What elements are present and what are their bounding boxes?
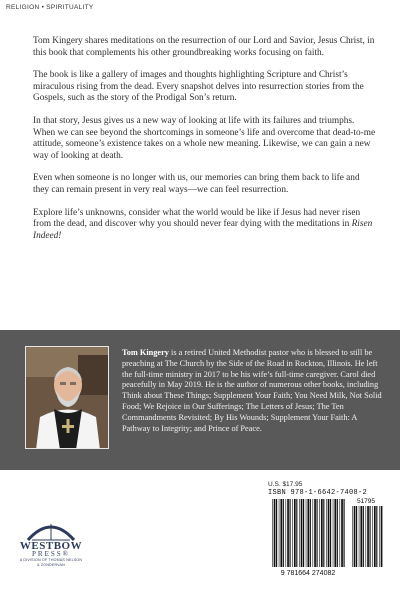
- barcode-bar: [296, 499, 297, 567]
- barcode-bar: [286, 499, 287, 567]
- barcode-bar: [374, 506, 376, 567]
- barcode-bar: [310, 499, 311, 567]
- barcode-bar: [294, 499, 296, 567]
- barcode-bar: [337, 499, 338, 567]
- barcode-bar: [341, 499, 343, 567]
- barcode-bar: [314, 499, 316, 567]
- barcode-bar: [307, 499, 309, 567]
- barcode-bar: [301, 499, 303, 567]
- description-paragraph: Tom Kingery shares meditations on the resurrection of our Lord and Savior, Jesus Christ, in this book that complements his other groundbreaking works focusing on faith.: [33, 36, 375, 58]
- barcode-bar: [366, 506, 367, 567]
- barcode-bar: [283, 499, 284, 567]
- book-title: Risen Indeed!: [33, 219, 373, 241]
- description-paragraph: Even when someone is no longer with us, our memories can bring them back to life and they can remain present in very real ways—we can feel resurrection.: [33, 173, 360, 195]
- barcode-bar: [319, 499, 320, 567]
- barcode-bar: [272, 499, 273, 567]
- description-paragraph: In that story, Jesus gives us a new way of looking at life with its failures and triumphs. When we can see beyond the shortcomings in someone’s life and overcome that dead-to-me attitude, someone’s existence takes on a whole new meaning. Likewise, we can gain a new way of looking at death.: [33, 115, 376, 161]
- barcode-bar: [359, 506, 360, 567]
- barcode-bar: [279, 499, 280, 567]
- barcode-bar: [317, 499, 318, 567]
- price-label: U.S. $17.95: [268, 481, 303, 488]
- barcode-bar: [292, 499, 293, 567]
- barcode-bar: [287, 499, 289, 567]
- barcode: [266, 497, 388, 577]
- category-label: RELIGION • SPIRITUALITY: [6, 4, 94, 11]
- barcode-bar: [381, 506, 383, 567]
- description-text: Explore life’s unknowns, consider what the world would be like if Jesus had never risen from the dead, and discover why you should never fear dying with the meditations in: [33, 207, 361, 230]
- barcode-bar: [334, 499, 336, 567]
- author-bio-band: [0, 330, 400, 470]
- barcode-bar: [363, 506, 364, 567]
- barcode-bar: [290, 499, 291, 567]
- description-paragraph: The book is like a gallery of images and thoughts highlighting Scripture and Christ’s miraculous rising from the dead. Every snapshot delves into resurrection stories from the Gospels, such as the story of the Prodigal Son’s return.: [33, 70, 364, 104]
- barcode-bar: [360, 506, 362, 567]
- barcode-bar: [340, 499, 341, 567]
- barcode-bar: [323, 499, 324, 567]
- barcode-bar: [333, 499, 334, 567]
- isbn-label: ISBN 978-1-6642-7408-2: [268, 489, 368, 497]
- publisher-name: WESTBOW: [19, 540, 83, 552]
- barcode-bar: [330, 499, 331, 567]
- publisher-logo: [12, 520, 90, 567]
- author-bio: [122, 348, 384, 434]
- author-photo: [25, 346, 109, 449]
- barcode-bar: [306, 499, 307, 567]
- description-paragraph: [33, 208, 377, 243]
- barcode-bar: [379, 506, 380, 567]
- bow-icon: [26, 520, 76, 542]
- barcode-bar: [376, 506, 377, 567]
- barcode-bar: [344, 499, 345, 567]
- barcode-bar: [274, 499, 276, 567]
- barcode-bar: [372, 506, 373, 567]
- barcode-ean-number: 9 781664 274082: [280, 570, 336, 577]
- publisher-press: PRESS®: [32, 550, 70, 558]
- barcode-bar: [354, 506, 356, 567]
- barcode-bar: [356, 506, 357, 567]
- barcode-addon-number: 51795: [356, 498, 376, 505]
- barcode-bar: [299, 499, 300, 567]
- barcode-bar: [303, 499, 304, 567]
- barcode-bar: [328, 499, 330, 567]
- back-cover-footer: [0, 470, 400, 600]
- author-bio-text: is a retired United Methodist pastor who is blessed to still be preaching at The Church by the Side of the Road in Rockton, Illinois. He left the full-time ministry in 2017 to be his wife’s full-time caregiver. Carol died peacefully in May 2019. He is the author of numerous other books, including Think about These Things; Supplement Your Faith; You Need Milk, Not Solid Food; We Rejoice in Our Sufferings; The Letters of Jesus; The Ten Commandments Revisited; By His Wounds; Supplement Your Faith: A Pathway to Integrity; and Prince of Peace.: [122, 348, 382, 433]
- publisher-division: A DIVISION OF THOMAS NELSON: [19, 558, 83, 562]
- book-description: [33, 36, 377, 253]
- barcode-bar: [313, 499, 314, 567]
- barcode-bar: [276, 499, 277, 567]
- barcode-bar: [370, 506, 371, 567]
- barcode-bar: [280, 499, 282, 567]
- barcode-bar: [352, 506, 353, 567]
- publisher-division: & ZONDERVAN: [37, 562, 65, 567]
- barcode-bar: [367, 506, 369, 567]
- barcode-bar: [321, 499, 323, 567]
- barcode-bar: [326, 499, 327, 567]
- author-name: Tom Kingery: [122, 348, 169, 357]
